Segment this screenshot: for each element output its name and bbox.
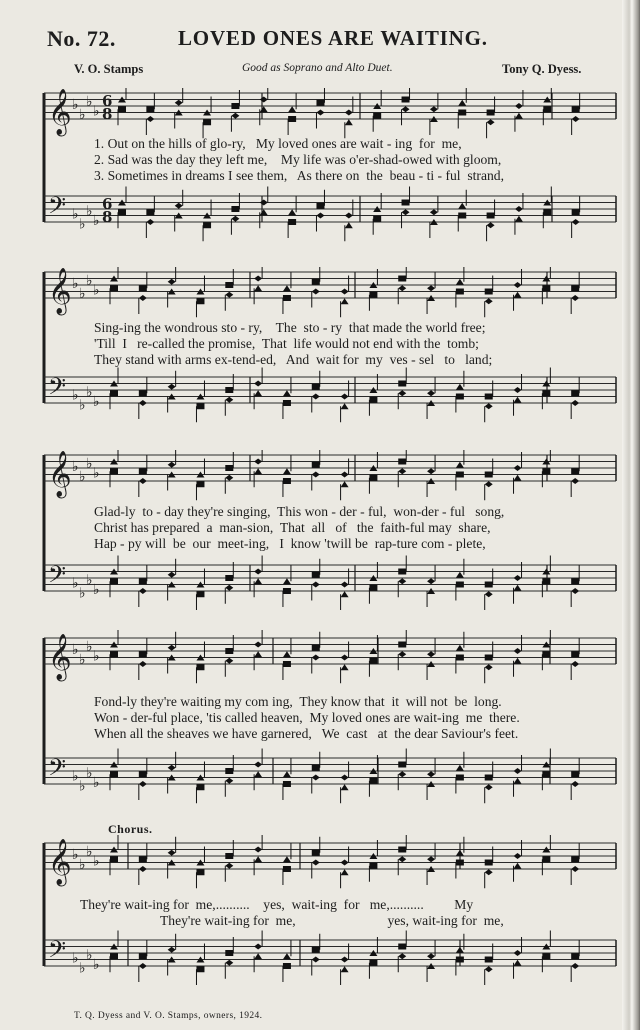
svg-text:8: 8	[102, 105, 113, 123]
svg-text:6: 6	[102, 92, 113, 110]
music-system-2	[0, 267, 622, 427]
lyric-line: Fond-ly they're waiting my com ing, They know that it will not be long.	[94, 694, 502, 709]
hymn-title: LOVED ONES ARE WAITING.	[178, 26, 488, 50]
music-system-5	[0, 835, 622, 985]
svg-text:𝄢: 𝄢	[48, 935, 67, 969]
lyric-line: 'Till I re-called the promise, That life would not end with the tomb;	[94, 336, 479, 351]
svg-text:♭: ♭	[72, 768, 79, 785]
svg-text:♭: ♭	[86, 93, 93, 110]
lyric-line: Sing-ing the wondrous sto - ry, The sto - ry that made the world free;	[94, 320, 486, 335]
svg-text:𝄢: 𝄢	[48, 560, 67, 594]
svg-text:♭: ♭	[72, 950, 79, 967]
svg-text:𝄞: 𝄞	[48, 839, 72, 885]
svg-text:♭: ♭	[93, 213, 100, 229]
svg-text:6: 6	[102, 195, 113, 213]
svg-text:♭: ♭	[72, 387, 79, 404]
lyric-line: Glad-ly to - day they're singing, This won - der - ful, won-der - ful song,	[94, 504, 505, 519]
svg-text:♭: ♭	[79, 216, 86, 233]
svg-text:♭: ♭	[79, 960, 86, 977]
svg-text:𝄢: 𝄢	[48, 372, 67, 406]
svg-text:8: 8	[102, 208, 113, 226]
chorus-label: Chorus.	[108, 822, 153, 836]
performance-note: Good as Soprano and Alto Duet.	[242, 62, 393, 74]
svg-text:♭: ♭	[79, 856, 86, 873]
svg-text:♭: ♭	[93, 648, 100, 665]
svg-text:♭: ♭	[86, 203, 93, 220]
svg-text:♭: ♭	[86, 947, 93, 964]
svg-text:𝄞: 𝄞	[48, 89, 72, 135]
svg-text:♭: ♭	[93, 775, 100, 791]
svg-text:♭: ♭	[79, 585, 86, 602]
svg-text:𝄢: 𝄢	[48, 191, 67, 225]
svg-text:♭: ♭	[93, 465, 100, 482]
copyright-footer: T. Q. Dyess and V. O. Stamps, owners, 1924.	[74, 1011, 263, 1021]
hymn-number: No. 72.	[47, 26, 116, 51]
book-spine	[622, 0, 640, 1030]
svg-text:♭: ♭	[86, 272, 93, 289]
lyric-line: They stand with arms ex-tend-ed, And wait for my ves - sel to land;	[94, 352, 493, 367]
svg-text:♭: ♭	[72, 206, 79, 223]
music-system-3	[0, 450, 622, 610]
lyric-line: 2. Sad was the day they left me, My life was o'er-shad-owed with gloom,	[94, 152, 502, 167]
svg-text:♭: ♭	[93, 394, 100, 410]
lyric-line: 3. Sometimes in dreams I see them, As there on the beau - ti - ful strand,	[94, 168, 504, 183]
lyric-line: Christ has prepared a man-sion, That all of the faith-ful may share,	[94, 520, 491, 535]
lyric-line: 1. Out on the hills of glo-ry, My loved ones are wait - ing for me,	[94, 136, 462, 151]
svg-text:♭: ♭	[79, 778, 86, 795]
svg-text:♭: ♭	[86, 384, 93, 401]
lyricist-credit: V. O. Stamps	[74, 62, 144, 76]
svg-text:♭: ♭	[79, 468, 86, 485]
svg-text:♭: ♭	[93, 957, 100, 973]
svg-text:♭: ♭	[72, 642, 79, 658]
svg-text:𝄞: 𝄞	[48, 634, 72, 680]
svg-text:♭: ♭	[72, 97, 79, 113]
lyric-line: Won - der-ful place, 'tis called heaven, My loved ones are wait-ing me there.	[94, 710, 520, 725]
music-system-4	[0, 630, 622, 805]
svg-text:𝄞: 𝄞	[48, 268, 72, 314]
lyric-line: They're wait-ing for me,.......... yes, wait-ing for me,.......... My	[80, 897, 474, 912]
svg-text:♭: ♭	[72, 276, 79, 292]
music-system-1	[0, 88, 622, 248]
svg-text:♭: ♭	[72, 459, 79, 475]
svg-text:♭: ♭	[86, 455, 93, 472]
lyric-line: When all the sheaves we have garnered, We cast at the dear Saviour's feet.	[94, 726, 519, 741]
svg-text:𝄢: 𝄢	[48, 753, 67, 787]
lyric-line: Hap - py will be our meet-ing, I know 'twill be rap-ture com - plete,	[94, 536, 486, 551]
svg-text:♭: ♭	[72, 847, 79, 863]
svg-text:♭: ♭	[79, 651, 86, 668]
lyric-line: They're wait-ing for me, yes, wait-ing for me,	[160, 913, 504, 928]
svg-text:♭: ♭	[93, 282, 100, 299]
svg-text:♭: ♭	[93, 582, 100, 598]
svg-text:♭: ♭	[93, 103, 100, 120]
svg-text:♭: ♭	[79, 106, 86, 123]
svg-text:♭: ♭	[79, 285, 86, 302]
svg-text:♭: ♭	[86, 843, 93, 860]
svg-text:𝄞: 𝄞	[48, 451, 72, 497]
svg-text:♭: ♭	[72, 575, 79, 592]
composer-credit: Tony Q. Dyess.	[502, 62, 582, 76]
svg-text:♭: ♭	[86, 572, 93, 589]
svg-text:♭: ♭	[93, 853, 100, 870]
svg-text:♭: ♭	[86, 638, 93, 655]
svg-text:♭: ♭	[86, 765, 93, 782]
svg-text:♭: ♭	[79, 397, 86, 414]
